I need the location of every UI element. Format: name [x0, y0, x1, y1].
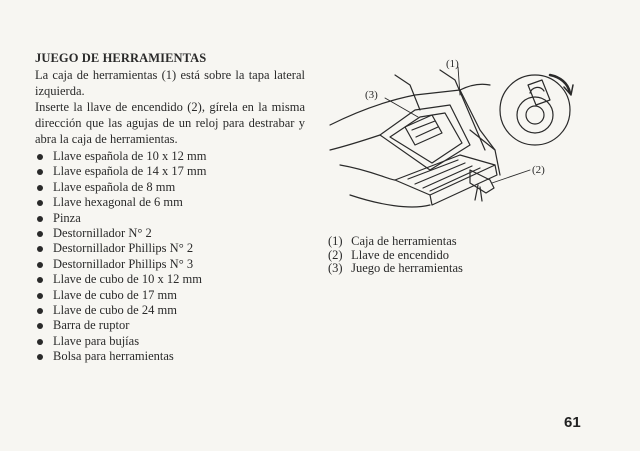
list-item: [35, 334, 305, 349]
bullet-icon: [37, 185, 43, 191]
list-item: [35, 226, 305, 241]
legend-number: (1): [328, 234, 343, 248]
list-item: [35, 349, 305, 364]
list-item: [35, 195, 305, 210]
bullet-icon: [37, 354, 43, 360]
tool-name: Bolsa para herramientas: [53, 349, 174, 364]
tool-name: Llave hexagonal de 6 mm: [53, 195, 183, 210]
list-item: [35, 149, 305, 164]
callout-2: (2): [532, 164, 545, 176]
bullet-icon: [37, 169, 43, 175]
instructions-paragraph: Inserte la llave de encendido (2), gírela en la misma dirección que las agujas de un reloj para destrabar y abra la caja de herramientas.: [35, 100, 305, 146]
callout-1: (1): [446, 58, 459, 70]
tool-name: Destornillador Phillips N° 2: [53, 241, 194, 256]
list-item: [35, 211, 305, 226]
legend-number: (3): [328, 261, 343, 275]
tool-name: Llave española de 8 mm: [53, 179, 176, 194]
tool-name: Pinza: [53, 210, 81, 225]
section-title: JUEGO DE HERRAMIENTAS: [35, 51, 207, 65]
bullet-icon: [37, 231, 43, 237]
list-item: [35, 241, 305, 256]
tool-name: Barra de ruptor: [53, 318, 130, 333]
bullet-icon: [37, 200, 43, 206]
toolbox-illustration: [320, 55, 610, 230]
legend-item: [328, 235, 608, 249]
tool-name: Llave española de 10 x 12 mm: [53, 149, 207, 163]
tool-name: Destornillador Phillips N° 3: [53, 256, 194, 271]
legend-text: Llave de encendido: [351, 247, 449, 262]
legend-item: [328, 249, 608, 263]
list-item: [35, 164, 305, 179]
bullet-icon: [37, 323, 43, 329]
tool-list: [35, 149, 305, 365]
tool-name: Llave de cubo de 10 x 12 mm: [53, 272, 202, 287]
tool-name: Llave para bujías: [53, 333, 140, 348]
tool-name: Llave española de 14 x 17 mm: [53, 164, 207, 179]
bullet-icon: [37, 277, 43, 283]
list-item: [35, 303, 305, 318]
tool-name: Destornillador N° 2: [53, 226, 152, 241]
list-item: [35, 272, 305, 287]
bullet-icon: [37, 216, 43, 222]
tool-name: Llave de cubo de 24 mm: [53, 303, 177, 318]
callout-3: (3): [365, 89, 378, 101]
bullet-icon: [37, 293, 43, 299]
bullet-icon: [37, 308, 43, 314]
bullet-icon: [37, 339, 43, 345]
intro-paragraph: La caja de herramientas (1) está sobre la tapa lateral izquierda.: [35, 68, 305, 98]
legend-number: (2): [328, 247, 343, 262]
toolbox-drawing: [320, 55, 610, 230]
list-item: [35, 318, 305, 333]
legend-item: [328, 262, 608, 276]
figure-legend: [328, 235, 608, 276]
legend-text: Juego de herramientas: [351, 261, 463, 275]
list-item: [35, 180, 305, 195]
bullet-icon: [37, 154, 43, 160]
toolkit-section: [35, 50, 305, 365]
page-number: 61: [564, 414, 581, 431]
list-item: [35, 257, 305, 272]
list-item: [35, 288, 305, 303]
bullet-icon: [37, 262, 43, 268]
tool-name: Llave de cubo de 17 mm: [53, 287, 177, 302]
legend-text: Caja de herramientas: [351, 234, 457, 248]
bullet-icon: [37, 246, 43, 252]
